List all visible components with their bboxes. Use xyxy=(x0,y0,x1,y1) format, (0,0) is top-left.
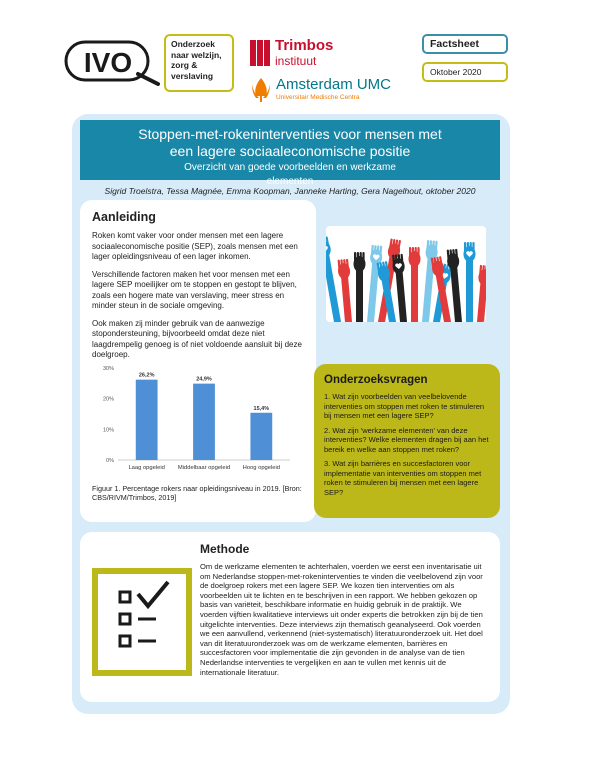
aanleiding-paragraph-1: Roken komt vaker voor onder mensen met een lagere sociaaleconomische positie (SEP), zoals mensen met een lager opleidingsniveau of een lager inkomen. xyxy=(92,231,298,261)
doc-date-label: Oktober 2020 xyxy=(422,62,508,82)
bar-value-label: 15,4% xyxy=(253,405,270,412)
aanleiding-heading: Aanleiding xyxy=(92,210,156,224)
trimbos-name: Trimbos xyxy=(275,37,334,54)
y-tick-label: 20% xyxy=(102,396,114,403)
raised-hands-icon xyxy=(326,226,486,322)
raised-hands-illustration xyxy=(326,226,486,322)
hand-shape xyxy=(354,252,366,322)
methode-card xyxy=(80,532,500,702)
subtitle-line-2: elementen xyxy=(266,176,314,187)
trimbos-logo xyxy=(250,38,360,72)
title-line-2: een lagere sociaaleconomische positie xyxy=(169,143,411,159)
onderzoeksvragen-box xyxy=(314,364,500,518)
bar-2 xyxy=(250,413,272,460)
amc-name: Amsterdam UMC xyxy=(276,76,392,93)
trimbos-sub: instituut xyxy=(275,54,317,68)
amc-logo xyxy=(250,76,400,106)
subtitle-line-1: Overzicht van goede voorbeelden en werkzame xyxy=(184,162,396,173)
hand-shape xyxy=(409,247,421,322)
hand-shape xyxy=(473,265,486,322)
x-tick-label: Middelbaar opgeleid xyxy=(177,465,231,471)
y-tick-label: 0% xyxy=(106,458,114,464)
aanleiding-paragraph-3: Ook maken zij minder gebruik van de aanwezige stopondersteuning, bijvoorbeeld omdat deze niet laagdrempelig genoeg is of niet voldoende aansluit bij deze doelgroep. xyxy=(92,318,302,359)
amc-sub: Universitair Medische Centra xyxy=(276,94,360,101)
amc-tulip-icon xyxy=(250,76,272,102)
aanleiding-card xyxy=(80,200,316,522)
bar-0 xyxy=(136,380,158,460)
x-tick-label: Hoog opgeleid xyxy=(242,465,281,471)
vraag-2: 2. Wat zijn 'werkzame elementen' van deze interventies? Welke elementen dragen bij aan het bereik en welke aan stoppen met roken? xyxy=(324,425,489,454)
ivo-logo-text: IVO xyxy=(83,47,133,78)
ivo-logo xyxy=(64,36,160,86)
title-line-1: Stoppen-met-rokeninterventies voor mensen met xyxy=(138,126,442,142)
vraag-1: 1. Wat zijn voorbeelden van veelbelovende interventies om stoppen met roken te stimuleren bij mensen met een lagere SEP? xyxy=(324,392,485,420)
ivo-tagline: Onderzoek naar welzijn, zorg & verslaving xyxy=(164,34,234,92)
aanleiding-paragraph-2: Verschillende factoren maken het voor mensen met een lagere SEP moeilijker om te stoppen en gestopt te blijven, zoals een hogere mate van verslaving, meer stress en minder steun in de sociale omgeving. xyxy=(92,269,297,310)
chart-caption: Figuur 1. Percentage rokers naar opleidingsniveau in 2019. [Bron: CBS/RIVM/Trimbos, 2019] xyxy=(92,484,302,502)
y-tick-label: 10% xyxy=(102,427,114,434)
hand-shape xyxy=(337,259,356,322)
bar-value-label: 26,2% xyxy=(138,372,155,379)
hand-shape xyxy=(392,254,411,322)
methode-heading: Methode xyxy=(200,542,250,556)
y-tick-label: 30% xyxy=(102,366,114,372)
smokers-bar-chart xyxy=(90,360,300,480)
vragen-heading: Onderzoeksvragen xyxy=(324,374,428,386)
bar-1 xyxy=(193,384,215,460)
vraag-3: 3. Wat zijn barrières en succesfactoren voor implementatie van interventies om stoppen met roken te stimuleren bij mensen met een lagere SEP? xyxy=(324,459,482,497)
hand-shape xyxy=(464,242,476,322)
x-tick-label: Laag opgeleid xyxy=(128,465,165,471)
authors: Sigrid Troelstra, Tessa Magnée, Emma Koopman, Janneke Harting, Gera Nagelhout, oktober 2020 xyxy=(104,186,476,196)
title-banner xyxy=(80,120,500,187)
methode-text: Om de werkzame elementen te achterhalen, voerden we eerst een inventarisatie uit om Nederlandse stoppen-met-rokeninterventies te vinden die veelbelovend zijn voor de doelgroep rokers met een lagere SEP. We kozen tien interventies om als voorbeelden uit te lichten en te beschrijven in een rapport. We hebben gekozen op basis van variëteit, beschikbare informatie en huidig gebruik in de praktijk. We voerden vijftien kwalitatieve interviews uit onder experts die betrokken zijn bij de tien uitgelichte interventies. Deze interviews zijn thematisch geanalyseerd. Ook voerden we een aanvullend, verkennend (niet-systematisch) literatuuronderzoek uit. Het doel van dit literatuuronderzoek was om de werkzame elementen, barrières en succesfactoren voor implementatie die zijn gevonden in de analyse van de tien Nederlandse interventies te vergelijken en aan te vullen met kennis uit de internationale literatuur. xyxy=(200,562,483,677)
checklist-icon xyxy=(92,568,192,676)
doc-type-label: Factsheet xyxy=(422,34,508,54)
trimbos-mark-icon xyxy=(250,40,270,66)
bar-value-label: 24,9% xyxy=(196,376,212,383)
bar-chart-svg xyxy=(90,360,300,480)
